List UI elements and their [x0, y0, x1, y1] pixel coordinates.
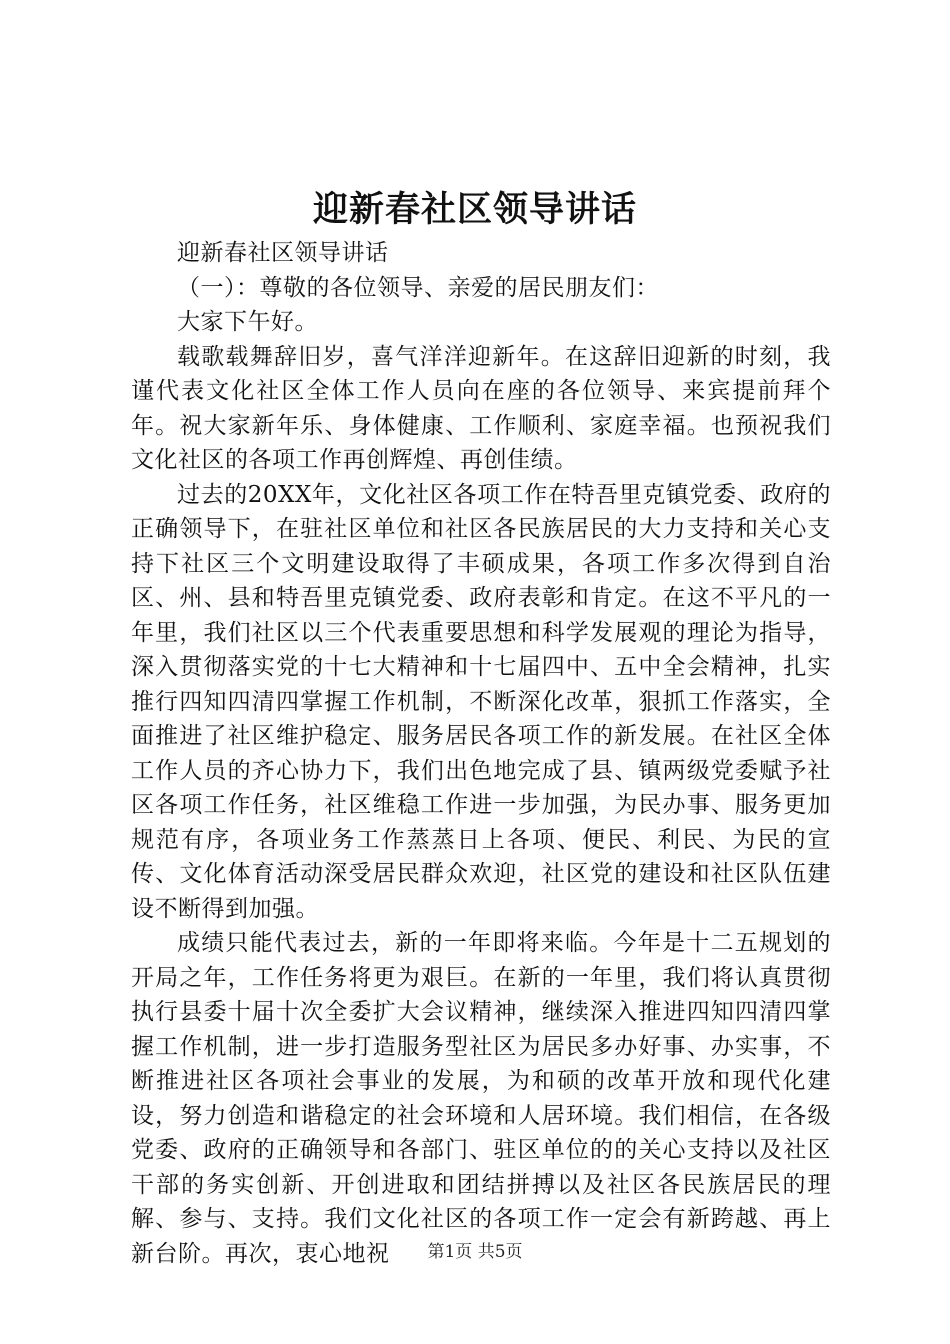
document-title: 迎新春社区领导讲话	[312, 189, 637, 230]
paragraph-greeting: 大家下午好。	[177, 309, 318, 335]
page-number-footer: 第1页 共5页	[427, 1242, 523, 1262]
paragraph-new-year-wishes: 载歌载舞辞旧岁，喜气洋洋迎新年。在这辞旧迎新的时刻，我谨代表文化社区全体工作人员向在座的各位领导、来宾提前拜个年。祝大家新年乐、身体健康、工作顺利、家庭幸福。也预祝我们文化社区的各项工作再创辉煌、再创佳绩。	[131, 343, 831, 473]
paragraph-subtitle: 迎新春社区领导讲话	[177, 240, 389, 266]
document-body	[131, 236, 831, 1271]
paragraph-coming-year-plan: 成绩只能代表过去，新的一年即将来临。今年是十二五规划的开局之年，工作任务将更为艰巨。在新的一年里，我们将认真贯彻执行县委十届十次全委扩大会议精神，继续深入推进四知四清四掌握工作机制，进一步打造服务型社区为居民多办好事、办实事，不断推进社区各项社会事业的发展，为和硕的改革开放和现代化建设，努力创造和谐稳定的社会环境和人居环境。我们相信，在各级党委、政府的正确领导和各部门、驻区单位的的关心支持以及社区干部的务实创新、开创进取和团结拼搏以及社区各民族居民的理解、参与、支持。我们文化社区的各项工作一定会有新跨越、再上新台阶。再次，衷心地祝	[131, 930, 831, 1267]
paragraph-past-year-review: 过去的20XX年，文化社区各项工作在特吾里克镇党委、政府的正确领导下，在驻社区单位和社区各民族居民的大力支持和关心支持下社区三个文明建设取得了丰硕成果，各项工作多次得到自治区、州、县和特吾里克镇党委、政府表彰和肯定。在这不平凡的一年里，我们社区以三个代表重要思想和科学发展观的理论为指导，深入贯彻落实党的十七大精神和十七届四中、五中全会精神，扎实推行四知四清四掌握工作机制，不断深化改革，狠抓工作落实，全面推进了社区维护稳定、服务居民各项工作的新发展。在社区全体工作人员的齐心协力下，我们出色地完成了县、镇两级党委赋予社区各项工作任务，社区维稳工作进一步加强，为民办事、服务更加规范有序，各项业务工作蒸蒸日上各项、便民、利民、为民的宣传、文化体育活动深受居民群众欢迎，社区党的建设和社区队伍建设不断得到加强。	[131, 481, 831, 922]
paragraph-salutation: （一）：尊敬的各位领导、亲爱的居民朋友们：	[177, 274, 659, 301]
